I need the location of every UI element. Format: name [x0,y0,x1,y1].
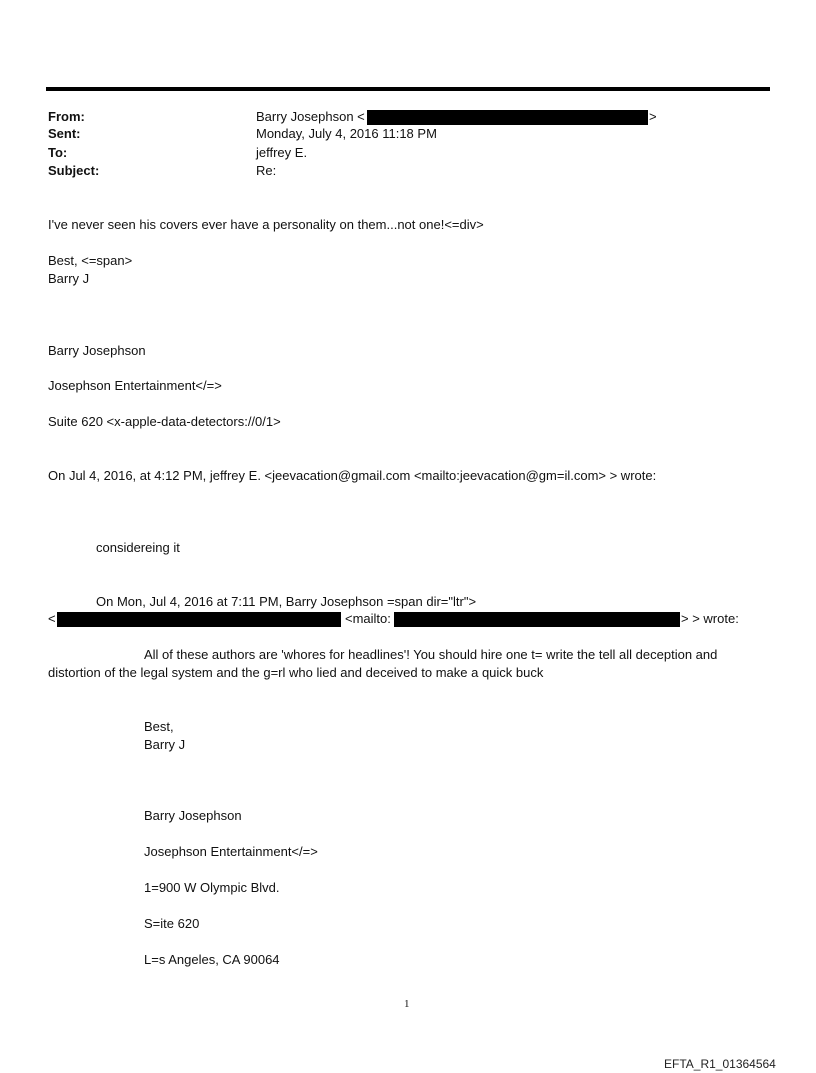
quote2-intro: On Mon, Jul 4, 2016 at 7:11 PM, Barry Josephson =span dir="ltr"> [96,594,477,609]
quote2-mailto: <mailto: [345,611,391,626]
to-value: jeffrey E. [256,145,308,160]
quote-intro: On Jul 4, 2016, at 4:12 PM, jeffrey E. <jeevacation@gmail.com <mailto:jeevacation@gm=il.com> > wrote: [48,468,657,483]
from-value: Barry Josephson < [256,109,365,124]
subject-value: Re: [256,163,277,178]
quoted-best: Best, [144,719,174,734]
subject-label: Subject: [48,163,100,178]
redaction-mailto-email [394,612,680,627]
quoted-address-line-1: 1=900 W Olympic Blvd. [144,880,280,895]
body-line-1: I've never seen his covers ever have a personality on them...not one!<=div> [48,217,484,232]
redaction-quote-email [57,612,341,627]
redaction-from-email [367,110,648,125]
page-number: 1 [404,998,410,1010]
from-label: From: [48,109,85,124]
signature-name: Barry Josephson [48,343,146,358]
sent-label: Sent: [48,126,81,141]
quoted-address-line-2: S=ite 620 [144,916,200,931]
quoted-address-line-3: L=s Angeles, CA 90064 [144,952,280,967]
quote2-open: < [48,611,56,626]
best-line: Best, <=span> [48,253,133,268]
signature-suite: Suite 620 <x-apple-data-detectors://0/1> [48,414,281,429]
quoted-paragraph-line-2: distortion of the legal system and the g=rl who lied and deceived to make a quick buck [48,665,544,680]
quoted-signature-name: Barry Josephson [144,808,242,823]
signature-company: Josephson Entertainment</=> [48,378,222,393]
from-close: > [649,109,657,124]
quoted-reply: considereing it [96,540,180,555]
header-rule [46,87,770,91]
document-id-footer: EFTA_R1_01364564 [664,1057,776,1071]
quoted-signature-company: Josephson Entertainment</=> [144,844,318,859]
sent-value: Monday, July 4, 2016 11:18 PM [256,126,437,141]
quoted-signature-short: Barry J [144,737,186,752]
quote2-wrote: > > wrote: [681,611,739,626]
signature-short: Barry J [48,271,90,286]
to-label: To: [48,145,68,160]
quoted-paragraph-line-1: All of these authors are 'whores for headlines'! You should hire one t= write the tell all deception and [144,647,718,662]
